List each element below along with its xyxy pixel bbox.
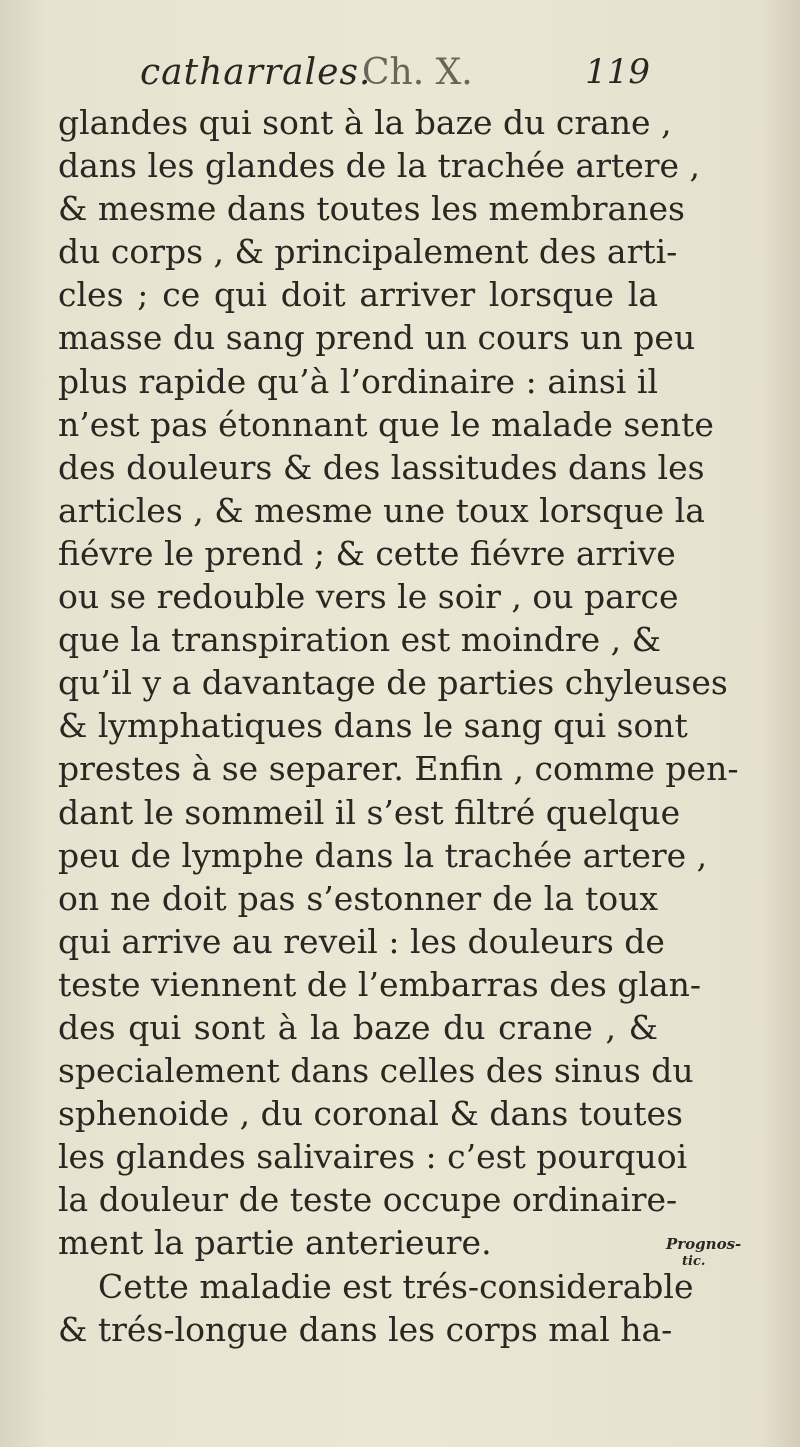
running-head <box>140 52 660 100</box>
text-line: Cette maladie est trés-considerable <box>98 1266 694 1306</box>
text-line: peu de lymphe dans la trachée artere , <box>58 835 708 875</box>
text-line: cles ; ce qui doit arriver lorsque la <box>58 275 658 315</box>
margin-note-line: tic. <box>682 1254 706 1269</box>
text-line: dans les glandes de la trachée artere , <box>58 146 701 186</box>
text-line: la douleur de teste occupe ordinaire- <box>58 1180 678 1220</box>
text-line: plus rapide qu’à l’ordinaire : ainsi il <box>58 361 658 401</box>
text-line: des qui sont à la baze du crane , & <box>58 1007 658 1047</box>
text-line: n’est pas étonnant que le malade sente <box>58 404 714 444</box>
text-line: glandes qui sont à la baze du crane , <box>58 103 672 142</box>
text-line: & lymphatiques dans le sang qui sont <box>58 706 688 746</box>
text-line: qui arrive au reveil : les douleurs de <box>58 921 665 961</box>
margin-note <box>666 1235 786 1271</box>
text-line: que la transpiration est moindre , & <box>58 620 662 660</box>
text-line: specialement dans celles des sinus du <box>58 1051 694 1091</box>
text-line: ou se redouble vers le soir , ou parce <box>58 577 679 617</box>
margin-note-line: Prognos- <box>666 1235 742 1253</box>
text-line: & mesme dans toutes les membranes <box>58 189 685 229</box>
text-line: articles , & mesme une toux lorsque la <box>58 490 705 530</box>
text-line: masse du sang prend un cours un peu <box>58 318 696 358</box>
text-line: les glandes salivaires : c’est pourquoi <box>58 1137 688 1177</box>
text-line: fiévre le prend ; & cette fiévre arrive <box>58 533 676 573</box>
text-line: des douleurs & des lassitudes dans les <box>58 447 705 487</box>
text-line: prestes à se separer. Enfin , comme pen- <box>58 749 739 789</box>
text-line: sphenoide , du coronal & dans toutes <box>58 1094 683 1134</box>
text-line: teste viennent de l’embarras des glan- <box>58 964 702 1004</box>
text-line: qu’il y a davantage de parties chyleuses <box>58 663 728 703</box>
text-line: & trés-longue dans les corps mal ha- <box>58 1309 673 1349</box>
text-line: on ne doit pas s’estonner de la toux <box>58 878 658 918</box>
running-head-chapter: Ch. X. <box>362 52 473 93</box>
text-line: du corps , & principalement des arti- <box>58 232 678 272</box>
running-head-title: catharrales. <box>140 52 372 93</box>
text-line: dant le sommeil il s’est filtré quelque <box>58 792 681 832</box>
page-number: 119 <box>585 52 650 92</box>
text-line: ment la partie anterieure. <box>58 1223 492 1263</box>
